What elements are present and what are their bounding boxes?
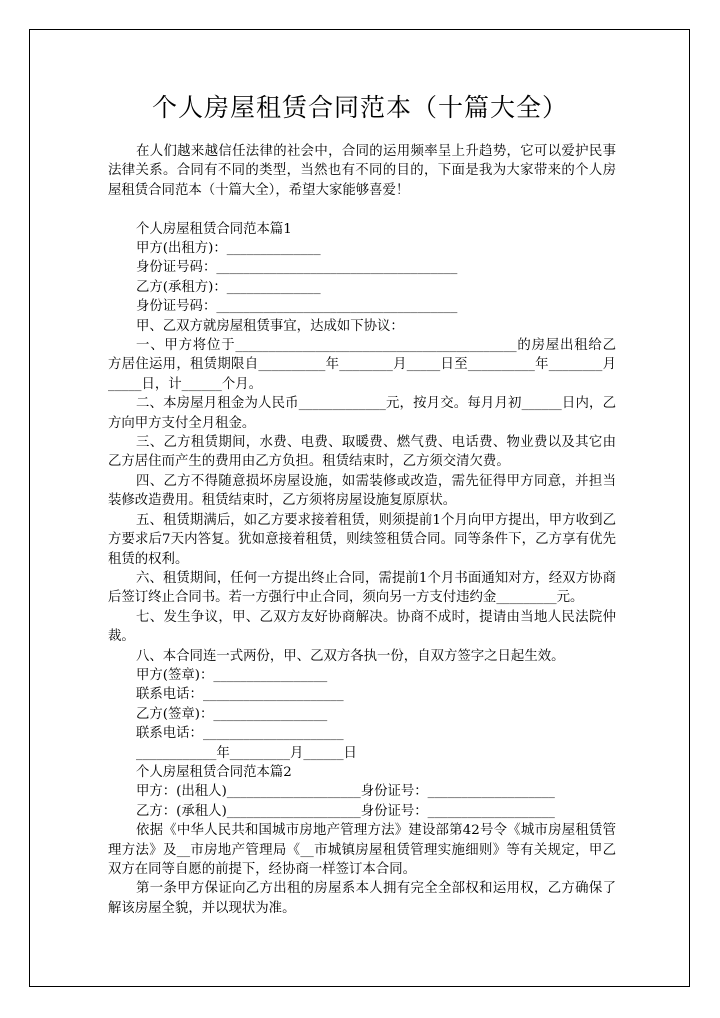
clause-4: 四、乙方不得随意损坏房屋设施，如需装修或改造，需先征得甲方同意，并担当装修改造费用。租赁结束时，乙方须将房屋设施复原原状。 xyxy=(108,473,616,509)
phone-b-line: 联系电话：_____________________ xyxy=(136,726,344,742)
clause-3: 三、乙方租赁期间，水费、电费、取暖费、燃气费、电话费、物业费以及其它由乙方居住而产生的费用由乙方负担。租赁结束时，乙方须交清欠费。 xyxy=(108,435,616,470)
section2-party-b-line: 乙方：(承租人)____________________身份证号：___________________ xyxy=(136,803,555,819)
party-b-lessee-line: 乙方(承租方)：______________ xyxy=(136,279,321,295)
document-title: 个人房屋租赁合同范本（十篇大全） xyxy=(151,93,568,122)
party-a-lessor-line: 甲方(出租方)：______________ xyxy=(136,241,321,257)
party-a-id-line: 身份证号码：____________________________________ xyxy=(136,260,458,276)
clause-7: 七、发生争议，甲、乙双方友好协商解决。协商不成时，提请由当地人民法院仲裁。 xyxy=(108,609,616,645)
clause-6: 六、租赁期间，任何一方提出终止合同，需提前1个月书面通知对方，经双方协商后签订终止合同书。若一方强行中止合同，须向另一方支付违约金_________元。 xyxy=(108,570,616,606)
document-body xyxy=(108,142,616,918)
party-b-id-line: 身份证号码：____________________________________ xyxy=(136,299,458,315)
date-line: ____________年_________月______日 xyxy=(136,745,357,761)
clause-2: 二、本房屋月租金为人民币_____________元，按月交。每月月初______日内，乙方向甲方支付全月租金。 xyxy=(108,396,616,431)
section2-party-a-line: 甲方：(出租人)____________________身份证号：___________________ xyxy=(136,784,555,800)
preamble-line: 甲、乙双方就房屋租赁事宜，达成如下协议： xyxy=(136,318,404,334)
paragraph-spacer xyxy=(108,200,616,219)
clause-5: 五、租赁期满后，如乙方要求接着租赁，则须提前1个月向甲方提出，甲方收到乙方要求后7天内答复。犹如意接着租赁，则续签租赁合同。同等条件下，乙方享有优先租赁的权利。 xyxy=(108,512,616,567)
signature-a-line: 甲方(签章)：_________________ xyxy=(136,667,328,683)
section2-heading: 个人房屋租赁合同范本篇2 xyxy=(136,764,292,780)
section2-article-1: 第一条甲方保证向乙方出租的房屋系本人拥有完全全部权和运用权，乙方确保了解该房屋全貌，并以现状为准。 xyxy=(108,881,616,916)
intro-paragraph: 在人们越来越信任法律的社会中，合同的运用频率呈上升趋势，它可以爱护民事法律关系。合同有不同的类型，当然也有不同的目的，下面是我为大家带来的个人房屋租赁合同范本（十篇大全），希望大家能够喜爱！ xyxy=(108,144,616,198)
section1-heading: 个人房屋租赁合同范本篇1 xyxy=(136,221,292,237)
section2-basis-paragraph: 依据《中华人民共和国城市房地产管理方法》建设部第42号令《城市房屋租赁管理方法》及__市房地产管理局《__市城镇房屋租赁管理实施细则》等有关规定，甲乙双方在同等自愿的前提下，经协商一样签订本合同。 xyxy=(108,823,616,878)
signature-b-line: 乙方(签章)：_________________ xyxy=(136,706,328,722)
clause-8: 八、本合同连一式两份，甲、乙双方各执一份，自双方签字之日起生效。 xyxy=(136,648,565,664)
phone-a-line: 联系电话：_____________________ xyxy=(136,687,344,703)
clause-1: 一、甲方将位于__________________________________________的房屋出租给乙方居住运用，租赁期限自__________年________月_____日至__________年________月_____日，计______个月。 xyxy=(108,338,616,392)
